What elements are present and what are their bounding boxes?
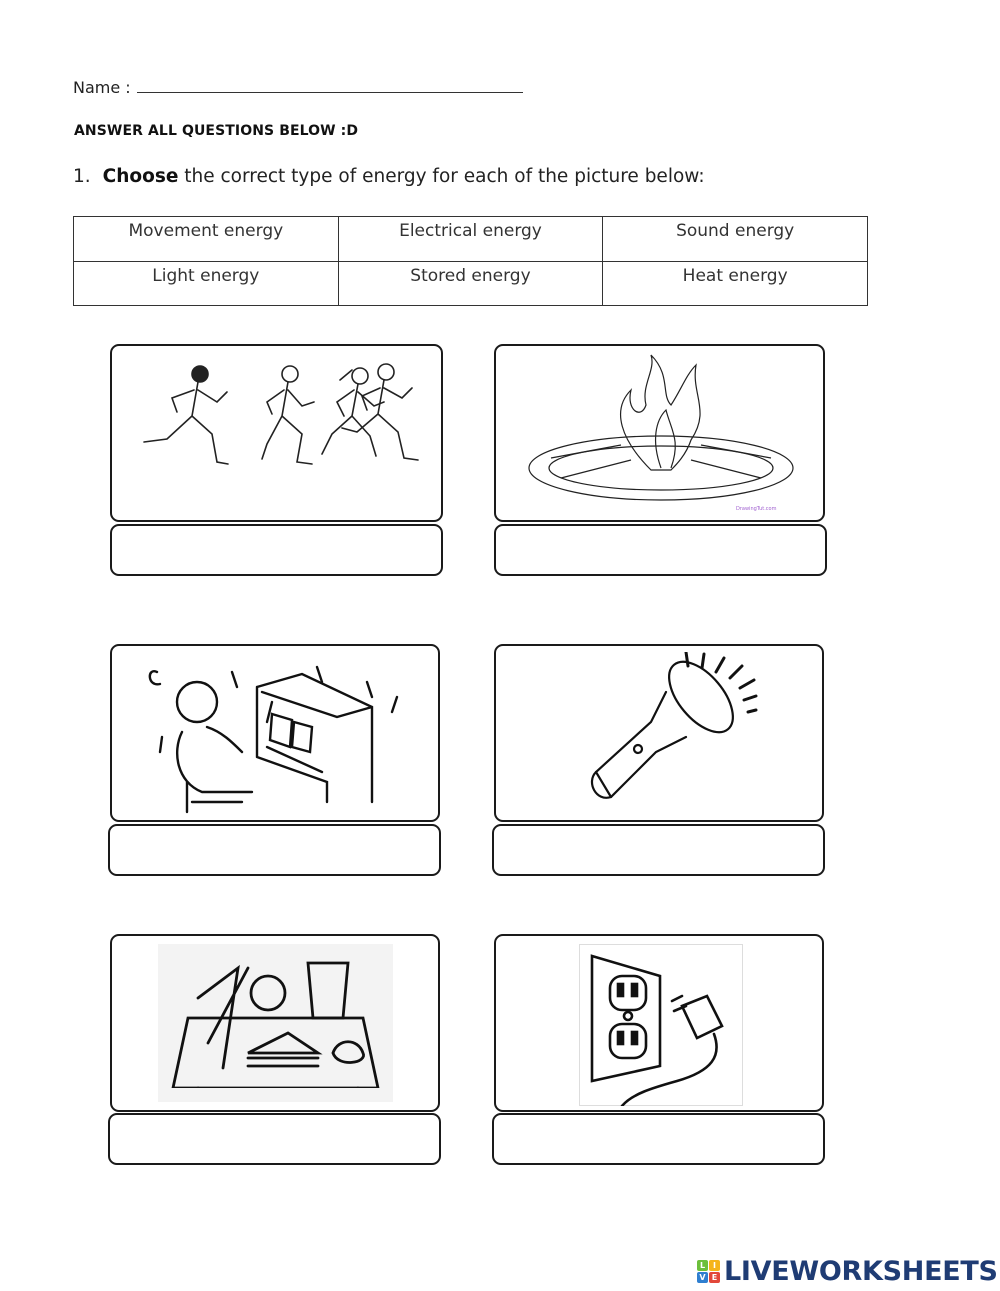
logo-block-l: L [697, 1260, 708, 1271]
option-heat-energy: Heat energy [603, 261, 868, 306]
liveworksheets-logo[interactable] [697, 1256, 998, 1287]
table-row [74, 217, 868, 262]
question-number: 1. [73, 166, 91, 187]
option-stored-energy: Stored energy [338, 261, 603, 306]
instruction-heading: ANSWER ALL QUESTIONS BELOW :D [74, 123, 359, 139]
piano-player-icon [132, 652, 432, 817]
answer-box-power-outlet[interactable] [492, 1113, 825, 1165]
picture-card-food-tray [110, 934, 440, 1112]
runners-icon [132, 354, 452, 514]
food-tray-icon [168, 958, 388, 1088]
option-light-energy: Light energy [74, 261, 339, 306]
answer-box-piano[interactable] [108, 824, 441, 876]
campfire-icon [511, 350, 811, 520]
name-field [73, 78, 523, 97]
logo-text: LIVEWORKSHEETS [724, 1256, 998, 1287]
option-electrical-energy: Electrical energy [338, 217, 603, 262]
logo-block-i: I [709, 1260, 720, 1271]
watermark: DrawingTut.com [736, 506, 777, 512]
question-bold-word: Choose [102, 166, 179, 187]
answer-box-flashlight[interactable] [492, 824, 825, 876]
answer-box-runners[interactable] [110, 524, 443, 576]
picture-card-power-outlet [494, 934, 824, 1112]
question-text: the correct type of energy for each of the picture below: [178, 166, 705, 187]
energy-options-table [73, 216, 868, 306]
option-sound-energy: Sound energy [603, 217, 868, 262]
logo-block-e: E [709, 1272, 720, 1283]
flashlight-icon [556, 652, 856, 817]
picture-card-campfire [494, 344, 825, 522]
answer-box-campfire[interactable] [494, 524, 827, 576]
logo-block-v: V [697, 1272, 708, 1283]
table-row [74, 261, 868, 306]
picture-card-piano [110, 644, 440, 822]
name-underline [137, 78, 523, 93]
option-movement-energy: Movement energy [74, 217, 339, 262]
picture-card-runners [110, 344, 443, 522]
name-label: Name : [73, 78, 131, 97]
question-1 [73, 166, 705, 187]
power-outlet-icon [582, 946, 742, 1106]
picture-card-flashlight [494, 644, 824, 822]
logo-blocks-icon [697, 1260, 720, 1283]
answer-box-food-tray[interactable] [108, 1113, 441, 1165]
